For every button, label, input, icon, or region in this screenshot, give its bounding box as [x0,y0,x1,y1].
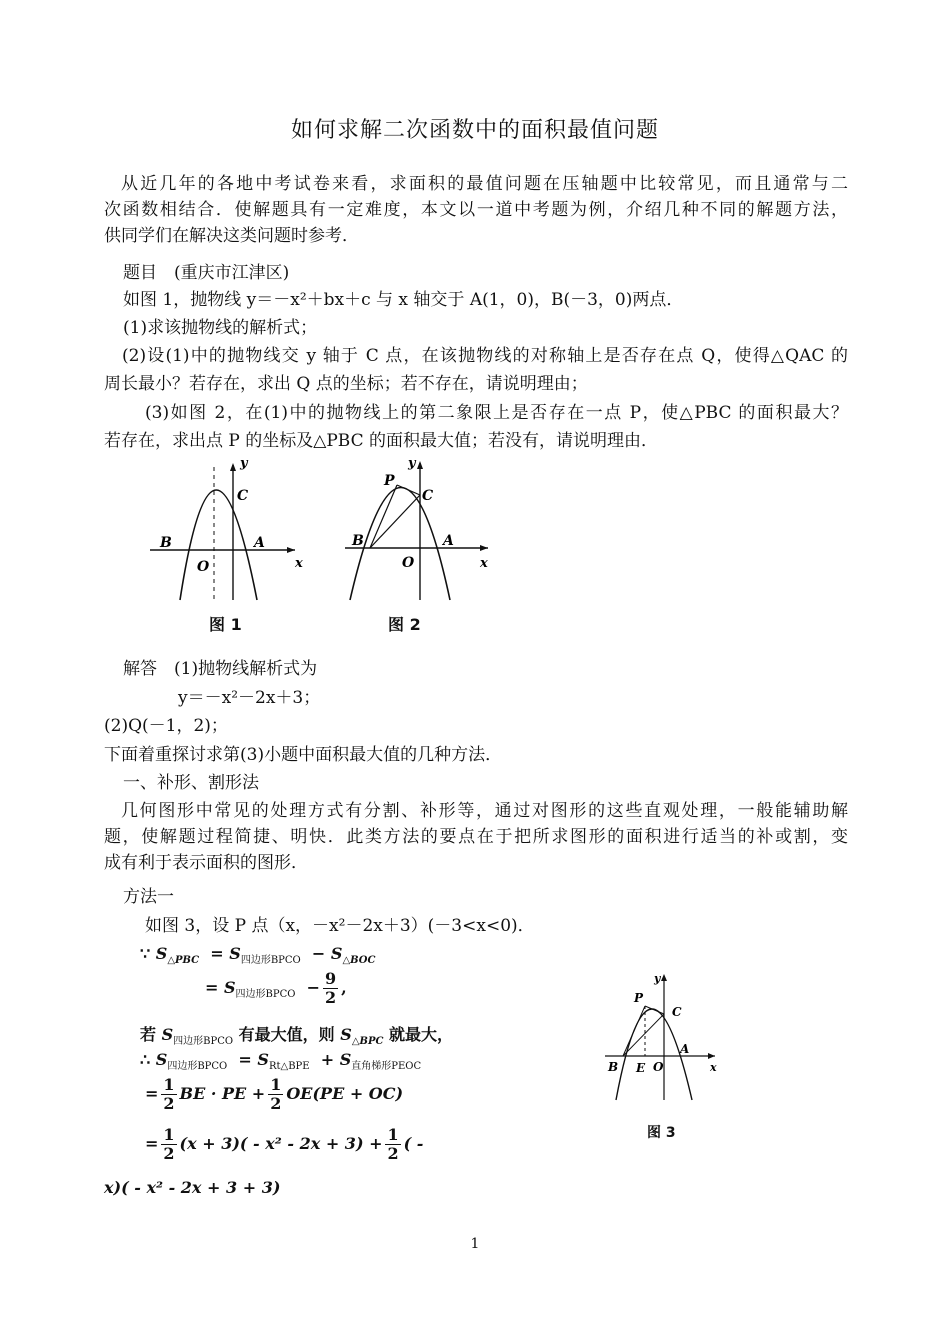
question-2-line2: 周长最小？若存在，求出 Q 点的坐标；若不存在，请说明理由； [104,374,588,394]
derivation-line-2: = $S_{四边形BPCO}$ − $\frac{9}{2}$ , [205,969,347,1007]
subscript: 四边形BPCO [167,1061,228,1072]
point-b-label: B [160,535,172,551]
point-p-label: P [384,473,395,489]
numerator: 1 [163,1125,175,1144]
subscript: △BPC [351,1036,384,1047]
therefore-symbol: ∴ [140,1050,151,1069]
point-b-label: B [352,533,364,549]
problem-source: 题目 (重庆市江津区) [123,263,290,283]
denominator: 2 [163,1144,175,1163]
method-setup: 如图 3，设 P 点（x，－x²－2x＋3）(－3<x<0)． [145,916,535,936]
question-2-text: (2)设(1)中的抛物线交 y 轴于 C 点，在该抛物线的对称轴上是否存在点 Q，使得△QAC 的 [122,346,848,366]
origin-label: O [197,559,210,575]
denominator: 2 [325,988,337,1007]
intro-paragraph [104,171,848,249]
question-3-line2: 若存在，求出点 P 的坐标及△PBC 的面积最大值；若没有，请说明理由． [104,431,658,451]
derivation-line-1: ∵ $S_{\triangle PBC} = S_{四边形BPCO} - S_{\triangle BOC}$ [140,944,376,966]
y-axis-label: y [654,972,661,985]
method-heading: 方法一 [123,887,174,907]
figure-1 [145,455,315,605]
point-c-label: C [422,488,434,504]
question-3-text: (3)如图 2，在(1)中的抛物线上的第二象限上是否存在一点 P，使△PBC 的面积最大？ [145,403,848,423]
figure-3-caption: 图 3 [647,1125,676,1141]
subscript: △BOC [342,955,376,966]
point-a-label: A [443,533,454,549]
subscript: △PBC [167,955,200,966]
text-fragment: 若 [140,1025,157,1044]
x-axis-label: x [295,556,303,571]
y-axis-label: y [240,456,248,471]
x-axis-label: x [480,556,488,571]
figure-2 [340,455,500,605]
fraction [385,1126,400,1163]
math-term: OE(PE + OC) [286,1084,404,1103]
y-axis-label: y [408,456,416,471]
text-fragment: 就最大， [389,1025,454,1044]
derivation-line-4: ∴ $S_{四边形BPCO} = S_{Rt\triangle BPE} + S_{直角梯形PEOC}$ [140,1050,422,1072]
section-heading: 一、补形、割形法 [123,773,259,793]
solution-heading: 解答 (1)抛物线解析式为 [123,659,318,679]
derivation-line-5: = $\frac{1}{2}$ BE · PE + $\frac{1}{2}$ OE(PE + OC) [145,1075,404,1113]
denominator: 2 [270,1094,282,1113]
fraction [161,1126,176,1163]
origin-label: O [653,1060,664,1074]
point-c-label: C [672,1005,682,1019]
x-axis-label: x [710,1061,717,1074]
subscript: 四边形BPCO [240,955,301,966]
fraction [161,1076,176,1113]
point-a-label: A [254,535,265,551]
denominator: 2 [163,1094,175,1113]
numerator: 9 [325,969,337,988]
math-term: BE · PE + [179,1084,266,1103]
origin-label: O [402,555,415,571]
solution-formula: y＝－x²－2x＋3； [178,688,321,708]
intro-line: 供同学们在解决这类问题时参考． [104,226,359,246]
method-paragraph [104,798,848,876]
subscript: Rt△BPE [268,1061,310,1072]
math-term: ( - [403,1134,424,1153]
because-symbol: ∵ [140,944,151,963]
fraction [323,970,338,1007]
derivation-line-6: = $\frac{1}{2}$ (x + 3)( - x² - 2x + 3) + $\frac{1}{2}$ ( - [145,1125,424,1163]
paragraph-line: 成有利于表示面积的图形． [104,853,308,873]
q2-answer: (2)Q(－1，2)； [104,716,228,736]
page-title: 如何求解二次函数中的面积最值问题 [290,118,659,143]
intro-line: 从近几年的各地中考试卷来看，求面积的最值问题在压轴题中比较常见，而且通常与二 [121,174,848,194]
math-term: x)( - x² - 2x + 3 + 3) [104,1178,281,1197]
subscript: 四边形BPCO [235,989,296,1000]
figure-3 [600,968,730,1103]
point-p-label: P [634,991,644,1005]
question-2-line1 [122,343,848,369]
subscript: 四边形BPCO [173,1036,234,1047]
paragraph-line: 几何图形中常见的处理方式有分割、补形等，通过对图形的这些直观处理，一般能辅助解 [121,801,848,821]
numerator: 1 [270,1075,282,1094]
denominator: 2 [387,1144,399,1163]
problem-statement: 如图 1，抛物线 y＝－x²＋bx＋c 与 x 轴交于 A(1，0)，B(－3，0)两点． [123,290,684,310]
text-fragment: 有最大值，则 [238,1025,335,1044]
figure-2-caption: 图 2 [388,615,421,634]
question-3-line1 [145,400,848,426]
derivation-line-7 [104,1178,280,1197]
figure-1-caption: 图 1 [209,615,242,634]
transition-text: 下面着重探讨求第(3)小题中面积最大值的几种方法． [104,745,503,765]
numerator: 1 [387,1125,399,1144]
subscript: 直角梯形PEOC [351,1061,422,1072]
point-e-label: E [636,1061,646,1075]
point-c-label: C [237,488,249,504]
fraction [268,1076,283,1113]
numerator: 1 [163,1075,175,1094]
paragraph-line: 题，使解题过程简捷、明快．此类方法的要点在于把所求图形的面积进行适当的补或割，变 [104,827,848,847]
intro-line: 次函数相结合．使解题具有一定难度，本文以一道中考题为例，介绍几种不同的解题方法， [104,200,848,220]
point-b-label: B [608,1060,619,1074]
point-a-label: A [680,1042,690,1056]
question-1: (1)求该抛物线的解析式； [123,318,318,338]
math-term: (x + 3)( - x² - 2x + 3) + [179,1134,383,1153]
derivation-line-3: 若 $S_{四边形BPCO}$ 有最大值，则 $S_{\triangle BPC}$ 就最大， [140,1025,454,1047]
page-number: 1 [470,1236,480,1252]
